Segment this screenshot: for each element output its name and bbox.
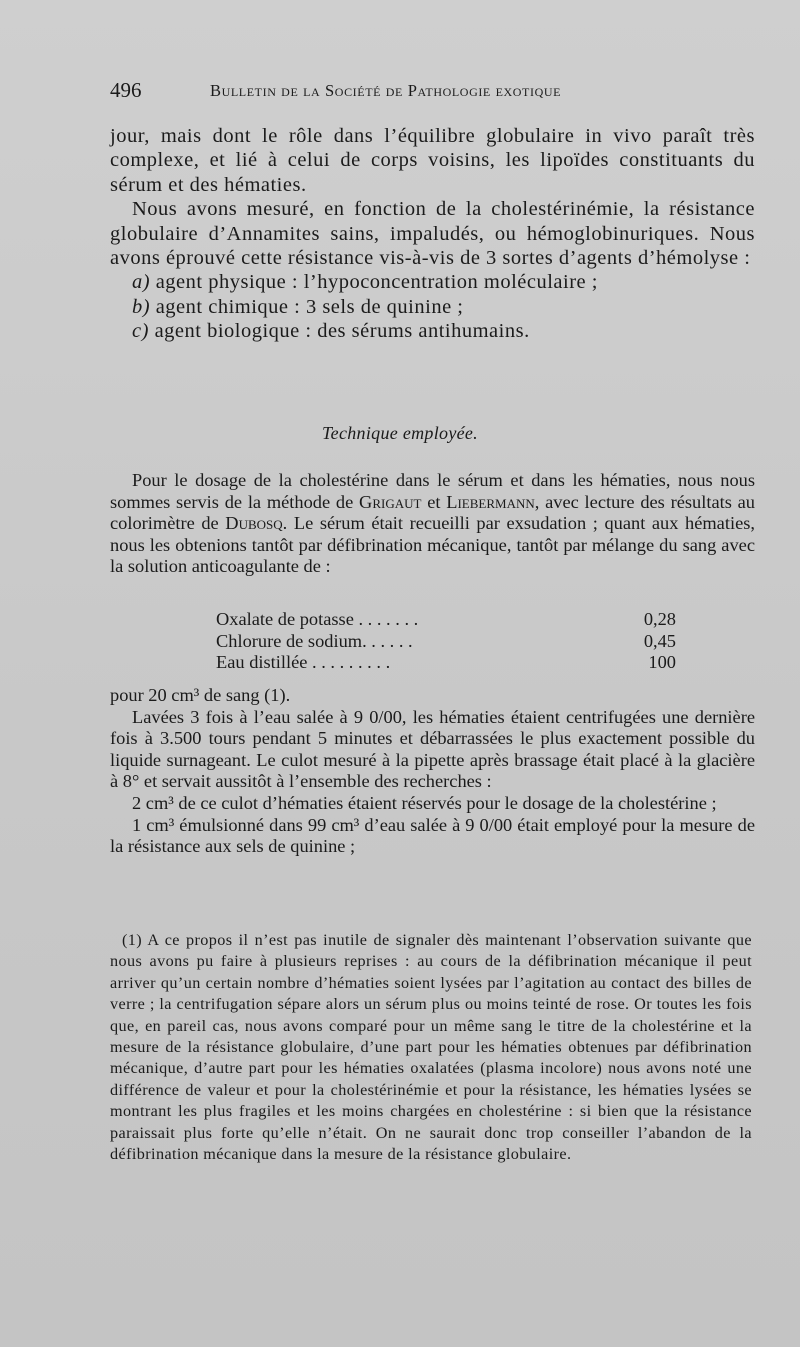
agent-item-a <box>110 270 755 294</box>
formula-ingredient: Oxalate de potasse . . . . . . . <box>216 609 419 629</box>
author-name: Liebermann <box>446 491 535 512</box>
text-run: et <box>421 491 447 512</box>
technique-paragraph-4: 2 cm³ de ce culot d’hématies étaient réservés pour le dosage de la cholestérine ; <box>132 792 717 813</box>
formula-ingredient: Eau distillée . . . . . . . . . <box>216 652 391 672</box>
formula-quantity: 0,28 <box>643 609 676 629</box>
agent-text: agent chimique : 3 sels de quinine ; <box>155 295 464 318</box>
technique-paragraph-2: pour 20 cm³ de sang (1). <box>110 685 291 705</box>
technique-paragraph-5: 1 cm³ émulsionné dans 99 cm³ d’eau salée à 9 0/00 était employé pour la mesure de la résistance aux sels de quinine ; <box>110 814 755 857</box>
agent-text: agent physique : l’hypoconcentration moléculaire ; <box>155 271 598 294</box>
technique-paragraph-3: Lavées 3 fois à l’eau salée à 9 0/00, les hématies étaient centrifugées une dernière fois à 3.500 tours pendant 5 minutes et débarrassées le plus exactement possible du liquide surnageant. Le culot mesuré à la pipette après brassage était placé à la glacière à 8° et servait aussitôt à l’ensemble des recherches : <box>110 706 755 792</box>
text-run: , avec lecture des résultats au colorimètre de <box>110 491 755 534</box>
footnote-text: (1) A ce propos il n’est pas inutile de signaler dès maintenant l’observation suivante que nous avons pu faire à plusieurs reprises : au cours de la défibrination mécanique il peut arriver qu’un certain nombre d’hématies soient lysées par l’agitation au contact des billes de verre ; la centrifugation sépare alors un sérum plus ou moins teinté de rose. Or toutes les fois que, en pareil cas, nous avons comparé pour un même sang le titre de la cholestérine et la mesure de la résistance globulaire, d’une part pour les hématies obtenues par défibrination mécanique, d’autre part pour les hématies oxalatées (plasma incolore) nous avons noté une différence de valeur et pour la cholestérinémie et pour la résistance, les hématies lysées se montrant les plus fragiles et les moins chargées en cholestérine : si bien que la résistance paraissait plus forte qu’elle n’était. On ne saurait donc trop conseiller l’abandon de la défibrination mécanique dans la mesure de la résistance globulaire. <box>110 931 752 1164</box>
intro-section <box>110 124 755 344</box>
agent-text: agent biologique : des sérums antihumains. <box>154 320 530 343</box>
agent-item-c <box>110 319 755 343</box>
formula-ingredient: Chlorure de sodium. . . . . . <box>216 630 413 651</box>
anticoagulant-formula <box>216 609 676 674</box>
formula-row <box>216 609 676 631</box>
agent-item-b <box>110 295 755 319</box>
author-name: Dubosq <box>225 513 283 534</box>
technique-continued <box>110 685 755 858</box>
page-header <box>110 78 760 108</box>
formula-quantity: 0,45 <box>643 630 676 651</box>
formula-row <box>216 652 676 674</box>
intro-paragraph-2: Nous avons mesuré, en fonction de la cholestérinémie, la résistance globulaire d’Annamites sains, impaludés, ou hémoglobinuriques. Nous avons éprouvé cette résistance vis-à-vis de 3 sortes d’agents d’hémolyse : <box>110 198 755 270</box>
section-title: Technique employée. <box>322 423 478 443</box>
text-run: . Le sérum était recueilli par exsudation ; quant aux hématies, nous les obtenions tantôt par défibrination mécanique, tantôt par mélange du sang avec la solution anticoagulante de : <box>110 513 755 577</box>
technique-text <box>110 470 755 578</box>
formula-quantity: 100 <box>648 652 676 672</box>
footnote <box>110 930 752 1165</box>
intro-paragraph-1: jour, mais dont le rôle dans l’équilibre globulaire in vivo paraît très complexe, et lié à celui de corps voisins, les lipoïdes constituants du sérum et des hématies. <box>110 125 755 196</box>
text-run: Pour le dosage de la cholestérine dans le sérum et dans les hématies, nous nous sommes servis de la méthode de <box>110 470 755 512</box>
agent-marker: a) <box>132 271 151 294</box>
agent-marker: c) <box>132 320 149 343</box>
page-number: 496 <box>110 78 142 102</box>
formula-row <box>216 631 676 653</box>
technique-paragraph-1 <box>110 470 755 578</box>
running-title: Bulletin de la Société de Pathologie exotique <box>210 81 562 100</box>
agent-marker: b) <box>132 295 151 318</box>
author-name: Grigaut <box>359 491 422 512</box>
